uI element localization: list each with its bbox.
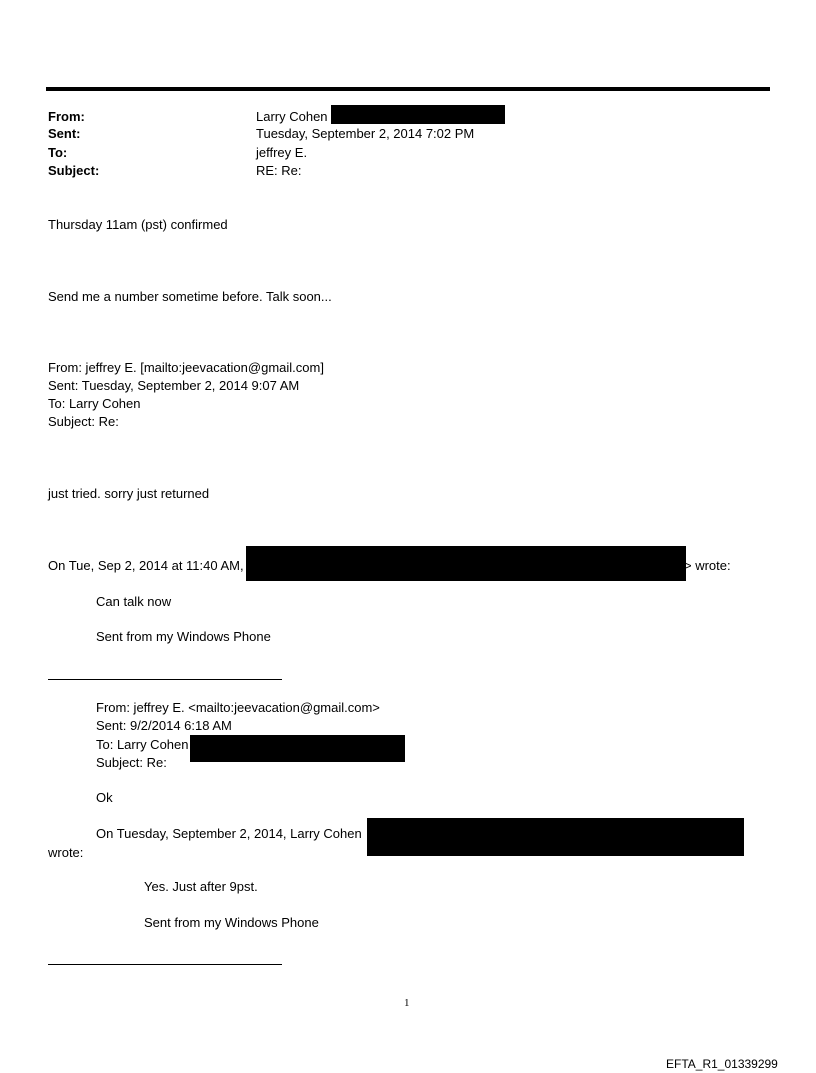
- reply-signature: Sent from my Windows Phone: [96, 629, 271, 644]
- quoted-from: From: jeffrey E. [mailto:jeevacation@gmail.com]: [48, 360, 324, 375]
- quoted2-to: To: Larry Cohen: [96, 737, 189, 752]
- quoted-subject: Subject: Re:: [48, 414, 119, 429]
- reply-on-line: On Tue, Sep 2, 2014 at 11:40 AM,: [48, 558, 244, 573]
- quoted2-subject: Subject: Re:: [96, 755, 167, 770]
- reply-can-talk: Can talk now: [96, 594, 172, 609]
- subject-label: Subject:: [48, 163, 100, 178]
- quoted-sent: Sent: Tuesday, September 2, 2014 9:07 AM: [48, 378, 300, 393]
- redaction-bar: [331, 105, 505, 124]
- quoted2-from: From: jeffrey E. <mailto:jeevacation@gmail.com>: [96, 700, 380, 715]
- quoted2-message: Ok: [96, 790, 113, 805]
- quoted2-sent: Sent: 9/2/2014 6:18 AM: [96, 718, 232, 733]
- to-value: jeffrey E.: [256, 145, 308, 160]
- redaction-bar: [190, 735, 405, 762]
- from-value: Larry Cohen: [256, 109, 328, 124]
- quoted-message: just tried. sorry just returned: [48, 486, 210, 501]
- subject-value: RE: Re:: [256, 163, 302, 178]
- header-rule: [46, 87, 770, 91]
- sent-value: Tuesday, September 2, 2014 7:02 PM: [256, 126, 475, 141]
- quoted2-on-line: On Tuesday, September 2, 2014, Larry Cohen: [96, 826, 362, 841]
- sent-label: Sent:: [48, 126, 81, 141]
- separator-line: [48, 679, 282, 680]
- to-label: To:: [48, 145, 68, 160]
- quoted3-message: Yes. Just after 9pst.: [144, 879, 258, 894]
- quoted3-signature: Sent from my Windows Phone: [144, 915, 319, 930]
- quoted2-wrote: wrote:: [48, 845, 84, 860]
- reply-wrote: > wrote:: [684, 558, 731, 573]
- redaction-bar: [367, 818, 744, 856]
- page-number: 1: [404, 997, 410, 1009]
- body-line-2: Send me a number sometime before. Talk soon...: [48, 289, 332, 304]
- quoted-to: To: Larry Cohen: [48, 396, 141, 411]
- redaction-bar: [246, 546, 686, 581]
- document-id: EFTA_R1_01339299: [666, 1057, 778, 1071]
- body-line-1: Thursday 11am (pst) confirmed: [48, 217, 228, 232]
- separator-line: [48, 964, 282, 965]
- from-label: From:: [48, 109, 85, 124]
